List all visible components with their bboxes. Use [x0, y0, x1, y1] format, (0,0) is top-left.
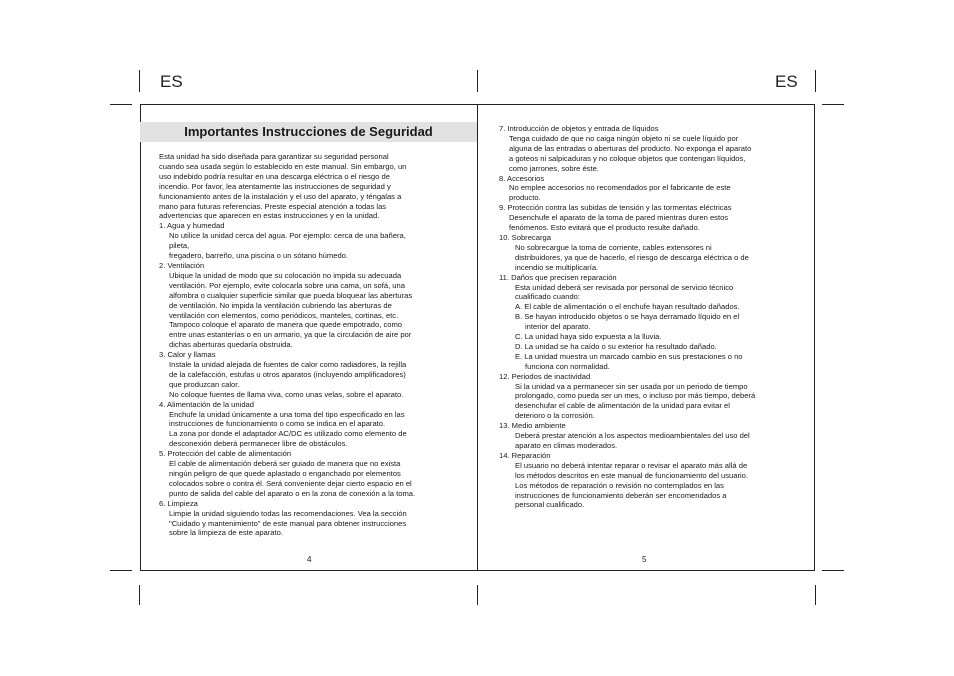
section-line: que produzcan calor.	[169, 379, 240, 389]
section-heading: 2. Ventilación	[159, 260, 205, 270]
section-line: ventilación. Por ejemplo, evite colocarla sobre una cama, un sofá, una	[169, 280, 405, 290]
section-line: No utilice la unidad cerca del agua. Por ejemplo: cerca de una bañera,	[169, 231, 406, 241]
section-heading: 7. Introducción de objetos y entrada de líquidos	[499, 124, 659, 133]
section-heading: 5. Protección del cable de alimentación	[159, 449, 292, 459]
section-line: punto de salida del cable del aparato o en la zona de conexión a la toma.	[169, 488, 416, 498]
crop-mark	[477, 585, 478, 605]
right-page-text	[499, 124, 755, 510]
section-line: pileta,	[169, 241, 190, 251]
section-line: desconexión deberá permanecer libre de obstáculos.	[169, 439, 348, 449]
section-line: Instale la unidad alejada de fuentes de calor como radiadores, la rejilla	[169, 360, 407, 370]
section-line: como jarrones, sobre éste.	[509, 163, 599, 173]
section-line: producto.	[509, 193, 541, 203]
section-heading: 9. Protección contra las subidas de tensión y las tormentas eléctricas	[499, 203, 732, 213]
section-line: Limpie la unidad siguiendo todas las recomendaciones. Vea la sección	[169, 508, 407, 518]
list-item: B. Se hayan introducido objetos o se haya derramado líquido en el	[515, 312, 740, 322]
section-line: alguna de las entradas o aberturas del producto. No exponga el aparato	[509, 143, 752, 153]
section-line: instrucciones de funcionamiento deberán ser encomendados a	[515, 490, 727, 500]
section-heading: 6. Limpieza	[159, 498, 198, 508]
section-heading: 8. Accesorios	[499, 173, 545, 183]
section-line: sobre la limpieza de este aparato.	[169, 528, 283, 538]
intro-line: uso indebido podría resultar en una descarga eléctrica o el riesgo de	[159, 171, 390, 181]
section-line: No emplee accesorios no recomendados por el fabricante de este	[509, 183, 731, 193]
section-line: Los métodos de reparación o revisión no contemplados en las	[515, 480, 724, 490]
section-line: desenchufar el cable de alimentación de la unidad para evitar el	[515, 401, 730, 411]
crop-mark	[822, 570, 844, 571]
section-line: distribuidores, ya que de hacerlo, el riesgo de descarga eléctrica o de	[515, 252, 749, 262]
crop-mark	[110, 104, 132, 105]
language-label-right: ES	[775, 72, 798, 91]
section-line: El usuario no deberá intentar reparar o revisar el aparato más allá de	[515, 460, 748, 470]
section-line: a goteos ni salpicaduras y no coloque objetos que contengan líquidos,	[509, 153, 746, 163]
section-line: de ventilación. No impida la ventilación cubriendo las aberturas de	[169, 300, 392, 310]
section-line: dichas aberturas quedaría obstruida.	[169, 340, 293, 350]
language-label-left: ES	[160, 72, 183, 91]
intro-line: cuando sea usada según lo establecido en este manual. Sin embargo, un	[159, 161, 407, 171]
section-heading: 14. Reparación	[499, 450, 551, 460]
list-item: E. La unidad muestra un marcado cambio en sus prestaciones o no	[515, 351, 743, 361]
section-line: prolongado, como pueda ser un mes, o incluso por más tiempo, deberá	[515, 391, 756, 401]
section-heading: 11. Daños que precisen reparación	[499, 272, 617, 282]
section-line: No sobrecargue la toma de corriente, cables extensores ni	[515, 242, 712, 252]
intro-line: funcionamiento antes de la instalación y el uso del aparato, y téngalas a	[159, 191, 402, 201]
intro-line: advertencias que aparecen en estas instrucciones y en la unidad.	[159, 211, 380, 221]
section-heading: 3. Calor y llamas	[159, 350, 216, 360]
list-item: C. La unidad haya sido expuesta a la lluvia.	[515, 332, 662, 342]
section-line: cualificado cuando:	[515, 292, 581, 302]
intro-line: Esta unidad ha sido diseñada para garantizar su seguridad personal	[159, 152, 389, 161]
crop-mark	[477, 70, 478, 92]
section-line: ventilación con elementos, como periódicos, manteles, cortinas, etc.	[169, 310, 399, 320]
section-line: La zona por donde el adaptador AC/DC es utilizado como elemento de	[169, 429, 407, 439]
section-heading: 10. Sobrecarga	[499, 232, 551, 242]
crop-mark	[822, 104, 844, 105]
section-heading: 12. Periodos de inactividad	[499, 371, 591, 381]
section-line: El cable de alimentación deberá ser guiado de manera que no exista	[169, 459, 401, 469]
section-line: personal cualificado.	[515, 500, 585, 510]
section-line: Si la unidad va a permanecer sin ser usada por un periodo de tiempo	[515, 381, 748, 391]
section-heading: 4. Alimentación de la unidad	[159, 399, 254, 409]
section-line: Desenchufe el aparato de la toma de pared mientras duren estos	[509, 213, 729, 223]
intro-line: incendio. Por favor, lea atentamente las instrucciones de seguridad y	[159, 181, 391, 191]
list-item: A. El cable de alimentación o el enchufe hayan resultado dañados.	[515, 302, 740, 312]
list-item: interior del aparato.	[525, 322, 591, 332]
section-line: No coloque fuentes de llama viva, como unas velas, sobre el aparato.	[169, 389, 404, 399]
section-heading: 13. Medio ambiente	[499, 421, 566, 431]
section-line: Enchufe la unidad únicamente a una toma del tipo especificado en las	[169, 409, 405, 419]
section-line: "Cuidado y mantenimiento" de este manual para obtener instrucciones	[169, 518, 407, 528]
section-line: alfombra o cualquier superficie similar que pueda bloquear las aberturas	[169, 290, 413, 300]
section-line: de la calefacción, estufas u otros aparatos (incluyendo amplificadores)	[169, 369, 406, 379]
section-line: instrucciones de funcionamiento o como se indica en el aparato.	[169, 419, 386, 429]
page-number-left: 4	[307, 555, 312, 564]
section-line: aparato en climas moderados.	[515, 441, 618, 450]
section-line: Ubique la unidad de modo que su colocación no impida su adecuada	[169, 270, 402, 280]
section-line: ningún peligro de que quede aplastado o enganchado por elementos	[169, 469, 401, 478]
section-heading: 1. Agua y humedad	[159, 221, 225, 231]
list-item: D. La unidad se ha caído o su exterior ha resultado dañado.	[515, 341, 717, 351]
crop-mark	[139, 70, 140, 92]
page-title: Importantes Instrucciones de Seguridad	[184, 124, 433, 139]
page-number-right: 5	[642, 555, 647, 564]
section-line: Esta unidad deberá ser revisada por personal de servicio técnico	[515, 282, 734, 292]
crop-mark	[815, 585, 816, 605]
page-divider	[477, 104, 478, 571]
section-line: los métodos descritos en este manual de funcionamiento del usuario.	[515, 470, 749, 480]
list-item: funciona con normalidad.	[525, 361, 610, 371]
section-line: entre unas estanterías o en un armario, ya que la circulación de aire por	[169, 330, 412, 340]
section-line: colocados sobre o contra él. Será conveniente dejar cierto espacio en el	[169, 478, 412, 488]
left-page-text	[159, 152, 415, 538]
crop-mark	[815, 70, 816, 92]
section-line: Tampoco coloque el aparato de manera que quede empotrado, como	[169, 320, 403, 330]
section-line: deterioro o la corrosión.	[515, 411, 595, 421]
crop-mark	[110, 570, 132, 571]
section-line: Tenga cuidado de que no caiga ningún objeto ni se cuele líquido por	[509, 133, 739, 143]
section-line: Deberá prestar atención a los aspectos medioambientales del uso del	[515, 431, 750, 441]
intro-line: mano para futuras referencias. Preste especial atención a todas las	[159, 201, 387, 211]
section-line: incendio se multiplicaría.	[515, 262, 599, 272]
section-line: fregadero, barreño, una piscina o un sótano húmedo.	[169, 251, 348, 261]
crop-mark	[139, 585, 140, 605]
section-line: fenómenos. Esto evitará que el producto resulte dañado.	[509, 223, 700, 233]
